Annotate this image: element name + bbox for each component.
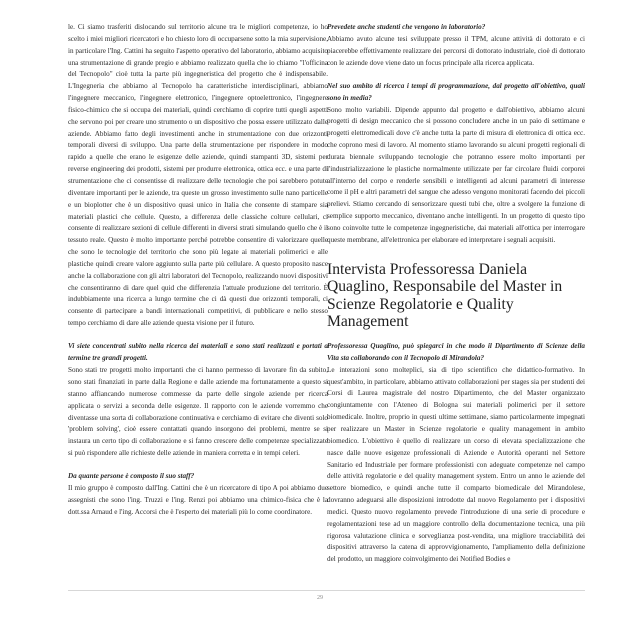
left-column [68, 22, 328, 519]
body-paragraph: Sono molto variabili. Dipende appunto dal progetto e dall'obiettivo, abbiamo alcuni progetti di design meccanico che si possono concludere anche in un paio di settimane e progetti elettromedicali dove c'è anche tutta la parte di misura di elettronica di ottica ecc. che coprono mesi di lavoro. Al momento stiamo lavorando su alcuni progetti regionali di durata biennale sviluppando tecnologie che potranno essere molto importanti per l'industrializzazione le plastiche normalmente utilizzate per far circolare fluidi corporei all'interno del corpo e renderle sensibili e intelligenti ad alcuni parametri di interesse come il pH e altri parametri del sangue che adesso vengono monitorati facendo dei piccoli prelievi. Stiamo cercando di sensorizzare questi tubi che, oltre a svolgere la funzione di semplice supporto meccanico, diventano anche intelligenti. In un progetto di questo tipo sono coinvolte tutte le competenze ingegneristiche, dai materiali all'ottica per interrogare queste membrane, all'elettronica per elaborare ed interpretare i segnali acquisiti. [327, 105, 585, 244]
interview-question: Prevedete anche studenti che vengono in laboratorio? [327, 23, 486, 31]
body-paragraph: Sono stati tre progetti molto importanti che ci hanno permesso di lavorare fin da subito, sono stati finanziati in parte dalla Regione e dalle aziende ma fortunatamente a questo si stanno affiancando numerose commesse da parte delle singole aziende per ricerca applicata o servizi a seconda delle esigenze. Il rapporto con le aziende vorremmo che diventasse una sorta di collaborazione continuativa e cerchiamo di evitare che diventi solo 'problem solving', cioè essere contattati quando insorgono dei problemi, mentre se si instaura un certo tipo di collaborazione e si fanno crescere delle competenze specializzate si può rispondere alle richieste delle aziende in maniera corretta e in tempi celeri. [68, 366, 328, 458]
interview-question: Da quante persone è composto il suo staff? [68, 472, 195, 481]
footer-rule [68, 590, 585, 591]
interview-question: Professoressa Quaglino, può spiegarci in che modo il Dipartimento di Scienze della Vita sta collaborando con il Tecnopolo di Mirandola? [327, 342, 585, 362]
interview-question: Vi siete concentrati subito nella ricerca dei materiali e sono stati realizzati e portati a termine tre grandi progetti. [68, 342, 328, 363]
interview-question: Nel suo ambito di ricerca i tempi di programmazione, dal progetto all'obiettivo, quali sono in media? [327, 81, 585, 102]
body-paragraph: Il mio gruppo è composto dall'Ing. Cattini che è un ricercatore di tipo A poi abbiamo due assegnisti che sono l'ing. Truzzi e l'ing. Renzi poi abbiamo una chimico-fisica che è la dott.ssa Arnaud e l'ing. Accorsi che è l'esperto dei materiali più lo come coordinatore. [68, 484, 328, 516]
right-column [327, 22, 585, 566]
body-paragraph: Le interazioni sono molteplici, sia di tipo scientifico che didattico-formativo. In quest'ambito, in particolare, abbiamo attivato collaborazioni per stages sia per studenti dei Corsi di Laurea magistrale del nostro Dipartimento, che del Master organizzato congiuntamente con l'Ateneo di Bologna sui materiali polimerici per il settore biomedicale. Inoltre, proprio in questi ultime settimane, siamo particolarmente impegnati per realizzare un Master in Scienze regolatorie e quality management in ambito biomedico. L'obiettivo è quello di realizzare un corso di elevata specializzazione che nasce dalle nuove esigenze professionali di Aziende e Autorità operanti nel Settore Sanitario ed Industriale per formare professionisti con adeguate competenze nel campo delle attività regolatorie e del quality management system. Entro un anno le aziende del settore biomedico, e quindi anche tutte il comparto biomedicale del Mirandolese, dovranno adeguarsi alle disposizioni introdotte dal nuovo Regolamento per i dispositivi medici. Questo nuovo regolamento prevede l'introduzione di una serie di procedure e regolamentazioni tese ad un maggiore controllo della documentazione tecnica, una più rigorosa valutazione clinica e sorveglianza post-vendita, una migliore tracciabilità dei dispositivi attraverso la catena di approvvigionamento, l'ampliamento della definizione del prodotto, un maggiore coinvolgimento dei Notified Bodies e [327, 365, 585, 564]
body-paragraph: Abbiamo avuto alcune tesi sviluppate presso il TPM, alcune attività di dottorato e ci piacerebbe effettivamente realizzare dei percorsi di dottorato industriale, cioè di dottorato con le aziende dove viene dato un focus principale alla ricerca applicata. [327, 34, 585, 67]
interview-title: Intervista Professoressa Daniela Quaglino, Responsabile del Master in Scienze Regolatorie e Quality Management [327, 260, 563, 331]
body-paragraph: le. Ci siamo trasferiti dislocando sul territorio alcune tra le migliori competenze, io ho scelto i miei migliori ricercatori e ho chiesto loro di occuparsene sotto la mia supervisione, in particolare l'Ing. Cattini ha seguito l'aspetto operativo del laboratorio, abbiamo acquisito una strumentazione di grande pregio e abbiamo realizzato quella che io chiamo "l'officina del Tecnopolo" cioè tutta la parte più ingegneristica del progetto che è indispensabile. L'Ingegneria che abbiamo al Tecnopolo ha caratteristiche interdisciplinari, abbiamo l'ingegnere meccanico, l'ingegnere elettronico, l'ingegnere optoelettronico, l'ingegnere fisico-chimico che si occupa dei materiali, quindi cerchiamo di coprire tutti quegli aspetti che servono poi per creare uno strumento o un dispositivo che possa essere utilizzato dalle aziende. Abbiamo fatto degli investimenti anche in strumentazione con due orizzonti temporali diversi di sviluppo. Una parte della strumentazione per rispondere in modo rapido a quelle che erano le esigenze delle aziende, quindi stampanti 3D, sistemi per reverse engineering dei prodotti, sistemi per produrre elettronica, ottica ecc. e una parte di strumentazione che ci consentisse di realizzare delle tecnologie che poi sarebbero potute diventare importanti per le aziende, tra queste un grosso investimento sulle nano particelle e un bioplotter che è un dispositivo quasi unico in Italia che consente di stampare sia materiali plastici che cellule. Questo, a differenza delle classiche colture cellulari, ci consente di realizzare sezioni di cellule differenti in diversi strati simulando quello che è il tessuto reale. Questo è molto importante perché potrebbe consentire di valorizzare quelle che sono le tecnologie del territorio che sono più legate ai materiali polimerici e alle plastiche quindi creare valore aggiunto sulla parte più cellulare. A questo proposito nasce anche la collaborazione con gli altri laboratori del Tecnopolo, realizzando nuovi dispositivi che consentiranno di dare quel quid che differenzia l'attuale produzione del territorio. È indubbiamente una ricerca a lungo termine che ci dà questi due orizzonti temporali, ci consente di partecipare a bandi internazionali competitivi, di pubblicare e nello stesso tempo cerchiamo di dare alle aziende questa visione per il futuro. [68, 23, 328, 328]
page-number: 29 [317, 595, 323, 601]
